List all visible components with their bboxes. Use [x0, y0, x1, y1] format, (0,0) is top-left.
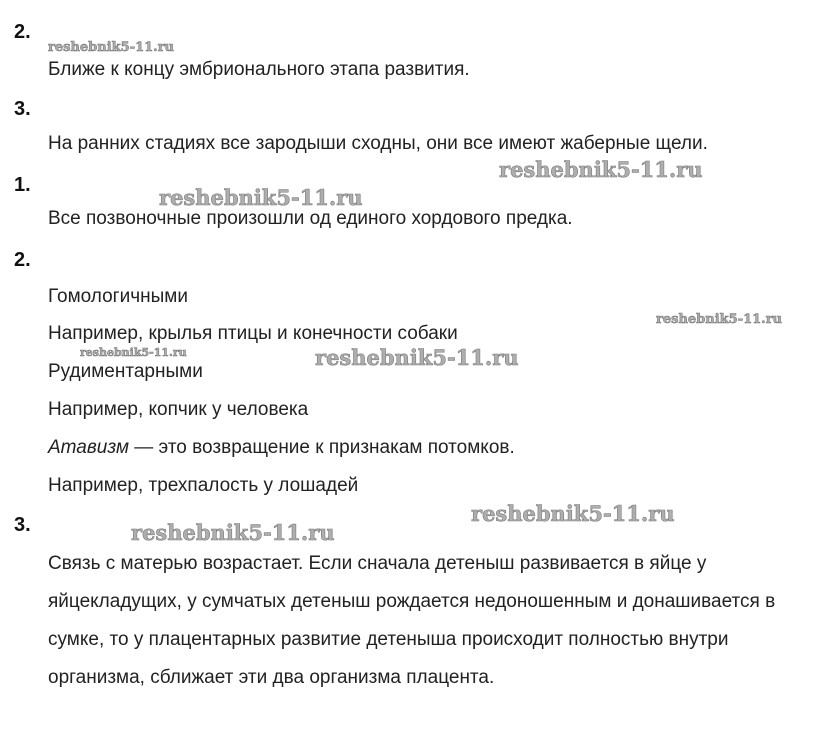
item-number: 2. [14, 249, 31, 271]
watermark: reshebnik5-11.ru [131, 520, 335, 545]
answer-text: Ближе к концу эмбрионального этапа развития. [48, 59, 470, 80]
watermark: reshebnik5-11.ru [159, 185, 363, 210]
answer-line: Гомологичными [48, 286, 188, 307]
answer-text: На ранних стадиях все зародыши сходны, они все имеют жаберные щели. [48, 133, 708, 154]
item-number: 1. [14, 174, 31, 196]
watermark: reshebnik5-11.ru [48, 40, 175, 55]
answer-text: Все позвоночные произошли од единого хордового предка. [48, 208, 573, 229]
watermark: reshebnik5-11.ru [80, 346, 187, 359]
answer-line: Рудиментарными [48, 361, 203, 382]
watermark: reshebnik5-11.ru [656, 312, 783, 327]
answer-line: Например, трехпалость у лошадей [48, 475, 359, 496]
answer-line: Например, копчик у человека [48, 399, 309, 420]
answer-line: Например, крылья птицы и конечности собаки [48, 323, 458, 344]
term-atavism: Атавизм [48, 437, 129, 458]
watermark: reshebnik5-11.ru [471, 501, 675, 526]
definition-text: — это возвращение к признакам потомков. [128, 437, 515, 458]
item-number: 3. [14, 98, 31, 120]
item-number: 3. [14, 514, 31, 536]
watermark: reshebnik5-11.ru [499, 157, 703, 182]
atavism-definition [48, 437, 515, 460]
item-number: 2. [14, 21, 31, 43]
watermark: reshebnik5-11.ru [315, 345, 519, 370]
answer-paragraph: Связь с матерью возрастает. Если сначала детеныш развивается в яйце у яйцекладущих, у сумчатых детеныш рождается недоношенным и донашивается в сумке, то у плацентарных развитие детеныша происходит полностью внутри организма, сближает эти два организма плацента. [48, 553, 776, 688]
